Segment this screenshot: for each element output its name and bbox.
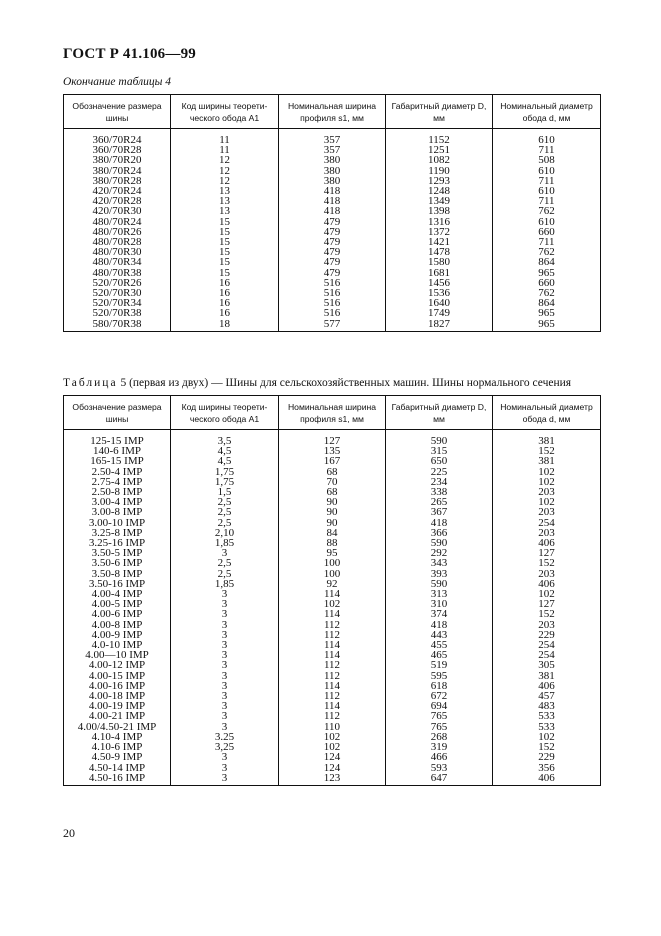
table-cell: 114: [279, 650, 386, 660]
page-number: 20: [63, 826, 75, 840]
table-cell: 3: [171, 609, 279, 619]
table-cell: 590: [386, 538, 493, 548]
table4-header-row: [64, 95, 601, 129]
table-cell: 4.10-4 IMP: [64, 732, 171, 742]
table-cell: 114: [279, 701, 386, 711]
table-cell: 2,10: [171, 528, 279, 538]
table-cell: 203: [493, 507, 601, 517]
table-cell: 3: [171, 630, 279, 640]
table-cell: 203: [493, 487, 601, 497]
table-5: [63, 395, 601, 786]
table-cell: 711: [493, 196, 601, 206]
table-cell: 3.00-8 IMP: [64, 507, 171, 517]
table-cell: 2.50-8 IMP: [64, 487, 171, 497]
table-cell: 123: [279, 773, 386, 786]
table-cell: 13: [171, 186, 279, 196]
table-cell: 12: [171, 166, 279, 176]
table-cell: 380/70R28: [64, 176, 171, 186]
table4-column-header: Номинальный диаметр обода d, мм: [493, 95, 601, 129]
table-cell: 516: [279, 298, 386, 308]
table-cell: 480/70R34: [64, 257, 171, 267]
table-cell: 533: [493, 711, 601, 721]
table-cell: 1421: [386, 237, 493, 247]
table-cell: 343: [386, 558, 493, 568]
table-cell: 1456: [386, 278, 493, 288]
table-cell: 516: [279, 308, 386, 318]
table-cell: 68: [279, 487, 386, 497]
table-cell: 420/70R30: [64, 206, 171, 216]
table-cell: 3.25-16 IMP: [64, 538, 171, 548]
table-cell: 618: [386, 681, 493, 691]
table-cell: 110: [279, 722, 386, 732]
table-cell: 2.50-4 IMP: [64, 467, 171, 477]
table-cell: 650: [386, 456, 493, 466]
table-cell: 3: [171, 620, 279, 630]
table-cell: 3.50-6 IMP: [64, 558, 171, 568]
table-4: [63, 94, 601, 332]
table-cell: 4.10-6 IMP: [64, 742, 171, 752]
table-cell: 520/70R38: [64, 308, 171, 318]
table-cell: 3: [171, 763, 279, 773]
table-cell: 102: [493, 497, 601, 507]
table-cell: 360/70R28: [64, 145, 171, 155]
table-cell: 381: [493, 671, 601, 681]
table-cell: 4.00-9 IMP: [64, 630, 171, 640]
table-cell: 4,5: [171, 456, 279, 466]
table-cell: 3: [171, 691, 279, 701]
table-cell: 88: [279, 538, 386, 548]
table-cell: 864: [493, 298, 601, 308]
table-cell: 520/70R26: [64, 278, 171, 288]
table-cell: 3: [171, 722, 279, 732]
table-cell: 3: [171, 640, 279, 650]
table5-column-header: Обозначение размера шины: [64, 396, 171, 430]
table5-caption-text: 5 (первая из двух) — Шины для сельскохозяйственных машин. Шины нормального сечения: [117, 377, 572, 389]
table-cell: 112: [279, 630, 386, 640]
table-cell: 3.50-8 IMP: [64, 569, 171, 579]
table-cell: 381: [493, 456, 601, 466]
table-cell: 4.50-14 IMP: [64, 763, 171, 773]
table-cell: 480/70R28: [64, 237, 171, 247]
table5-column-header: Габаритный диаметр D, мм: [386, 396, 493, 430]
table-cell: 4.50-9 IMP: [64, 752, 171, 762]
table-cell: 3.50-5 IMP: [64, 548, 171, 558]
table-cell: 152: [493, 446, 601, 456]
table-cell: 864: [493, 257, 601, 267]
table-cell: 1,75: [171, 477, 279, 487]
table-cell: 3: [171, 701, 279, 711]
table-cell: 4.00-6 IMP: [64, 609, 171, 619]
table-cell: 3: [171, 650, 279, 660]
table-cell: 610: [493, 186, 601, 196]
table-cell: 357: [279, 129, 386, 146]
document-header: ГОСТ Р 41.106—99: [63, 46, 196, 62]
table-cell: 135: [279, 446, 386, 456]
table-cell: 102: [493, 467, 601, 477]
table-cell: 357: [279, 145, 386, 155]
table-cell: 152: [493, 609, 601, 619]
table-cell: 11: [171, 129, 279, 146]
table-cell: 660: [493, 278, 601, 288]
table-cell: 418: [386, 620, 493, 630]
table-cell: 762: [493, 206, 601, 216]
table-cell: 380/70R20: [64, 155, 171, 165]
table-cell: 1478: [386, 247, 493, 257]
table-cell: 4.00-15 IMP: [64, 671, 171, 681]
table-cell: 3: [171, 752, 279, 762]
table-cell: 711: [493, 145, 601, 155]
table-cell: 647: [386, 773, 493, 786]
table-cell: 418: [279, 196, 386, 206]
table5-caption-prefix: Таблица: [63, 377, 118, 389]
table-cell: 610: [493, 166, 601, 176]
table-cell: 203: [493, 569, 601, 579]
table-cell: 13: [171, 206, 279, 216]
table-cell: 520/70R30: [64, 288, 171, 298]
table-cell: 595: [386, 671, 493, 681]
table-cell: 3: [171, 660, 279, 670]
table-cell: 4.00-8 IMP: [64, 620, 171, 630]
table-cell: 519: [386, 660, 493, 670]
table-cell: 4.50-16 IMP: [64, 773, 171, 786]
table-cell: 516: [279, 288, 386, 298]
table-cell: 3,25: [171, 742, 279, 752]
table-cell: 1293: [386, 176, 493, 186]
table-cell: 418: [279, 206, 386, 216]
table5-body: [64, 430, 601, 786]
table-cell: 127: [493, 599, 601, 609]
table-cell: 4.00-16 IMP: [64, 681, 171, 691]
table-cell: 203: [493, 528, 601, 538]
table-cell: 2.75-4 IMP: [64, 477, 171, 487]
table-cell: 380: [279, 155, 386, 165]
table-cell: 593: [386, 763, 493, 773]
table-cell: 1640: [386, 298, 493, 308]
table-cell: 4.00-21 IMP: [64, 711, 171, 721]
table-cell: 338: [386, 487, 493, 497]
table-row: [64, 129, 601, 146]
table4-column-header: Обозначение размера шины: [64, 95, 171, 129]
table-cell: 1,85: [171, 538, 279, 548]
table-cell: 112: [279, 620, 386, 630]
table-cell: 3.00-4 IMP: [64, 497, 171, 507]
table-cell: 3: [171, 671, 279, 681]
table-cell: 1681: [386, 268, 493, 278]
table-cell: 229: [493, 630, 601, 640]
table-cell: 2,5: [171, 518, 279, 528]
table-cell: 15: [171, 247, 279, 257]
table-cell: 234: [386, 477, 493, 487]
table-cell: 125-15 IMP: [64, 430, 171, 447]
table-cell: 762: [493, 288, 601, 298]
table-cell: 11: [171, 145, 279, 155]
table-cell: 165-15 IMP: [64, 456, 171, 466]
table-cell: 124: [279, 752, 386, 762]
table-cell: 374: [386, 609, 493, 619]
table-cell: 112: [279, 711, 386, 721]
table-cell: 3.00-10 IMP: [64, 518, 171, 528]
table-cell: 406: [493, 681, 601, 691]
table-cell: 466: [386, 752, 493, 762]
table-cell: 152: [493, 742, 601, 752]
table-cell: 319: [386, 742, 493, 752]
table-cell: 127: [493, 548, 601, 558]
table-cell: 360/70R24: [64, 129, 171, 146]
table-cell: 3,5: [171, 430, 279, 447]
table-cell: 292: [386, 548, 493, 558]
table-cell: 4.00-18 IMP: [64, 691, 171, 701]
table-cell: 102: [493, 589, 601, 599]
table-cell: 4.0-10 IMP: [64, 640, 171, 650]
table4-column-header: Код ширины теорети-ческого обода A1: [171, 95, 279, 129]
table-cell: 3.25: [171, 732, 279, 742]
table-cell: 406: [493, 538, 601, 548]
table-cell: 15: [171, 257, 279, 267]
table-cell: 140-6 IMP: [64, 446, 171, 456]
table-cell: 203: [493, 620, 601, 630]
table-cell: 465: [386, 650, 493, 660]
table-cell: 1248: [386, 186, 493, 196]
table-cell: 4.00-19 IMP: [64, 701, 171, 711]
table-cell: 16: [171, 308, 279, 318]
table-cell: 3: [171, 589, 279, 599]
table-cell: 254: [493, 518, 601, 528]
table-cell: 380: [279, 166, 386, 176]
table-cell: 102: [493, 732, 601, 742]
table-cell: 1349: [386, 196, 493, 206]
table-cell: 508: [493, 155, 601, 165]
table-cell: 660: [493, 227, 601, 237]
table-cell: 479: [279, 237, 386, 247]
table-cell: 1536: [386, 288, 493, 298]
table-cell: 3: [171, 681, 279, 691]
table-cell: 167: [279, 456, 386, 466]
table-cell: 1316: [386, 217, 493, 227]
table-cell: 102: [279, 599, 386, 609]
table-cell: 3.25-8 IMP: [64, 528, 171, 538]
table5-header-row: [64, 396, 601, 430]
table-cell: 225: [386, 467, 493, 477]
table-cell: 4,5: [171, 446, 279, 456]
table-cell: 380: [279, 176, 386, 186]
table-cell: 483: [493, 701, 601, 711]
table-cell: 3: [171, 711, 279, 721]
table-cell: 102: [279, 732, 386, 742]
table-cell: 127: [279, 430, 386, 447]
table-cell: 356: [493, 763, 601, 773]
table-cell: 2,5: [171, 569, 279, 579]
table-cell: 1,75: [171, 467, 279, 477]
table-cell: 1,85: [171, 579, 279, 589]
table-cell: 610: [493, 129, 601, 146]
table-cell: 580/70R38: [64, 319, 171, 332]
table-cell: 100: [279, 558, 386, 568]
table-cell: 90: [279, 497, 386, 507]
table-cell: 15: [171, 227, 279, 237]
table-cell: 418: [279, 186, 386, 196]
table-cell: 114: [279, 589, 386, 599]
table-cell: 1082: [386, 155, 493, 165]
table-cell: 15: [171, 268, 279, 278]
table-cell: 1372: [386, 227, 493, 237]
table-cell: 762: [493, 247, 601, 257]
table-cell: 711: [493, 176, 601, 186]
table-cell: 380/70R24: [64, 166, 171, 176]
table-cell: 406: [493, 773, 601, 786]
table-cell: 4.00-4 IMP: [64, 589, 171, 599]
table-cell: 15: [171, 237, 279, 247]
table-cell: 112: [279, 660, 386, 670]
table-cell: 480/70R30: [64, 247, 171, 257]
table-cell: 254: [493, 640, 601, 650]
table-cell: 590: [386, 579, 493, 589]
table-cell: 2,5: [171, 507, 279, 517]
table-cell: 965: [493, 268, 601, 278]
table-cell: 1827: [386, 319, 493, 332]
table-cell: 418: [386, 518, 493, 528]
table-cell: 152: [493, 558, 601, 568]
table-cell: 18: [171, 319, 279, 332]
table-cell: 480/70R24: [64, 217, 171, 227]
table-cell: 1398: [386, 206, 493, 216]
table-cell: 2,5: [171, 558, 279, 568]
table-cell: 16: [171, 298, 279, 308]
table4-body: [64, 129, 601, 332]
table-cell: 254: [493, 650, 601, 660]
table-cell: 479: [279, 268, 386, 278]
table-cell: 1749: [386, 308, 493, 318]
table-cell: 765: [386, 722, 493, 732]
table-cell: 4.00-12 IMP: [64, 660, 171, 670]
table-cell: 13: [171, 196, 279, 206]
table-cell: 479: [279, 217, 386, 227]
table-cell: 443: [386, 630, 493, 640]
table-cell: 229: [493, 752, 601, 762]
table5-column-header: Номинальная ширина профиля s1, мм: [279, 396, 386, 430]
table-cell: 4.00-5 IMP: [64, 599, 171, 609]
table-cell: 520/70R34: [64, 298, 171, 308]
table-cell: 2,5: [171, 497, 279, 507]
table4-column-header: Габаритный диаметр D, мм: [386, 95, 493, 129]
table-cell: 577: [279, 319, 386, 332]
table-cell: 95: [279, 548, 386, 558]
table-cell: 4.00/4.50-21 IMP: [64, 722, 171, 732]
table5-caption: [63, 377, 571, 389]
table-cell: 265: [386, 497, 493, 507]
table-cell: 12: [171, 176, 279, 186]
table-cell: 3: [171, 599, 279, 609]
table-cell: 479: [279, 257, 386, 267]
table-cell: 1190: [386, 166, 493, 176]
table5-column-header: Номинальный диаметр обода d, мм: [493, 396, 601, 430]
table-cell: 102: [493, 477, 601, 487]
table-cell: 15: [171, 217, 279, 227]
table-cell: 114: [279, 640, 386, 650]
table-cell: 1152: [386, 129, 493, 146]
table-cell: 70: [279, 477, 386, 487]
table-cell: 590: [386, 430, 493, 447]
table-cell: 516: [279, 278, 386, 288]
table-cell: 420/70R24: [64, 186, 171, 196]
table-cell: 420/70R28: [64, 196, 171, 206]
table-cell: 124: [279, 763, 386, 773]
table-cell: 533: [493, 722, 601, 732]
table-cell: 68: [279, 467, 386, 477]
table-cell: 4.00—10 IMP: [64, 650, 171, 660]
table-cell: 457: [493, 691, 601, 701]
table-cell: 1251: [386, 145, 493, 155]
table-cell: 12: [171, 155, 279, 165]
table-cell: 1580: [386, 257, 493, 267]
table-cell: 305: [493, 660, 601, 670]
table-cell: 90: [279, 507, 386, 517]
table-row: [64, 752, 601, 762]
table-row: [64, 430, 601, 447]
table-cell: 315: [386, 446, 493, 456]
table-cell: 114: [279, 609, 386, 619]
table4-column-header: Номинальная ширина профиля s1, мм: [279, 95, 386, 129]
table-cell: 479: [279, 227, 386, 237]
table-cell: 965: [493, 319, 601, 332]
table4-caption: Окончание таблицы 4: [63, 76, 171, 88]
table-cell: 479: [279, 247, 386, 257]
table-cell: 102: [279, 742, 386, 752]
table-cell: 310: [386, 599, 493, 609]
table-cell: 711: [493, 237, 601, 247]
table-cell: 112: [279, 691, 386, 701]
table-cell: 3: [171, 548, 279, 558]
table-cell: 114: [279, 681, 386, 691]
table-cell: 92: [279, 579, 386, 589]
table-row: [64, 319, 601, 332]
table-cell: 765: [386, 711, 493, 721]
table-cell: 112: [279, 671, 386, 681]
table-cell: 480/70R26: [64, 227, 171, 237]
table-cell: 366: [386, 528, 493, 538]
table-cell: 3: [171, 773, 279, 786]
table5-column-header: Код ширины теорети-ческого обода A1: [171, 396, 279, 430]
table-cell: 3.50-16 IMP: [64, 579, 171, 589]
table-cell: 694: [386, 701, 493, 711]
table-cell: 455: [386, 640, 493, 650]
table-cell: 84: [279, 528, 386, 538]
table-cell: 610: [493, 217, 601, 227]
table-row: [64, 773, 601, 786]
table-cell: 393: [386, 569, 493, 579]
table-cell: 406: [493, 579, 601, 589]
table-cell: 381: [493, 430, 601, 447]
table-cell: 90: [279, 518, 386, 528]
table-cell: 16: [171, 288, 279, 298]
table-cell: 367: [386, 507, 493, 517]
table-cell: 672: [386, 691, 493, 701]
table-cell: 1,5: [171, 487, 279, 497]
table-cell: 965: [493, 308, 601, 318]
table-cell: 16: [171, 278, 279, 288]
table-cell: 100: [279, 569, 386, 579]
table-cell: 480/70R38: [64, 268, 171, 278]
table-cell: 268: [386, 732, 493, 742]
table-cell: 313: [386, 589, 493, 599]
